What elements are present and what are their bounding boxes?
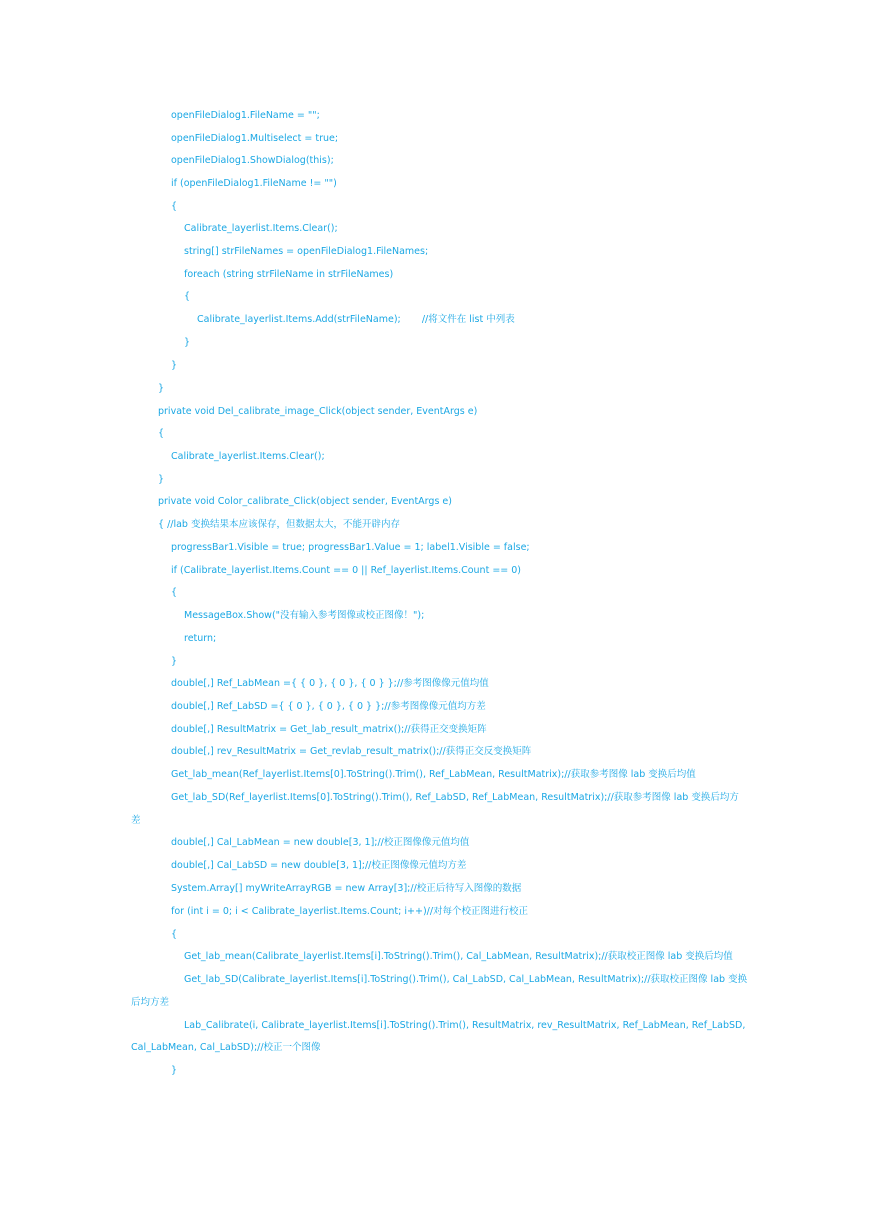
code-line: Cal_LabMean, Cal_LabSD);//校正一个图像 <box>131 1042 321 1053</box>
code-line: MessageBox.Show("没有输入参考图像或校正图像！"); <box>184 610 425 621</box>
code-line: } <box>158 474 165 485</box>
code-line: } <box>184 337 191 348</box>
code-line: Get_lab_SD(Calibrate_layerlist.Items[i].ToString().Trim(), Cal_LabSD, Cal_LabMean, ResultMatrix);//获取校正图像 lab 变换 <box>184 974 748 985</box>
code-line: private void Color_calibrate_Click(object sender, EventArgs e) <box>158 496 452 507</box>
code-line: double[,] Cal_LabSD = new double[3, 1];//校正图像像元值均方差 <box>171 860 467 871</box>
code-line: Calibrate_layerlist.Items.Clear(); <box>171 451 325 462</box>
code-line: for (int i = 0; i < Calibrate_layerlist.Items.Count; i++)//对每个校正图进行校正 <box>171 906 529 917</box>
code-line: double[,] ResultMatrix = Get_lab_result_matrix();//获得正交变换矩阵 <box>171 724 487 735</box>
code-line: string[] strFileNames = openFileDialog1.FileNames; <box>184 246 429 257</box>
code-line: { <box>184 291 191 302</box>
code-line: Calibrate_layerlist.Items.Add(strFileName); //将文件在 list 中列表 <box>197 314 515 325</box>
code-line: openFileDialog1.Multiselect = true; <box>171 133 339 144</box>
code-line: if (openFileDialog1.FileName != "") <box>171 178 337 189</box>
code-line: double[,] Ref_LabMean ={ { 0 }, { 0 }, { 0 } };//参考图像像元值均值 <box>171 678 489 689</box>
code-line: if (Calibrate_layerlist.Items.Count == 0 || Ref_layerlist.Items.Count == 0) <box>171 565 522 576</box>
code-line: double[,] rev_ResultMatrix = Get_revlab_result_matrix();//获得正交反变换矩阵 <box>171 746 532 757</box>
code-line: } <box>171 360 178 371</box>
code-line: double[,] Ref_LabSD ={ { 0 }, { 0 }, { 0 } };//参考图像像元值均方差 <box>171 701 486 712</box>
code-line: } <box>158 383 165 394</box>
code-line: Get_lab_mean(Calibrate_layerlist.Items[i].ToString().Trim(), Cal_LabMean, ResultMatrix);//获取校正图像 lab 变换后均值 <box>184 951 733 962</box>
code-line: } <box>171 1065 178 1076</box>
code-line: foreach (string strFileName in strFileNames) <box>184 269 394 280</box>
code-line: return; <box>184 633 217 644</box>
code-line: openFileDialog1.FileName = ""; <box>171 110 320 121</box>
code-line: Lab_Calibrate(i, Calibrate_layerlist.Items[i].ToString().Trim(), ResultMatrix, rev_ResultMatrix, Ref_LabMean, Ref_LabSD, <box>184 1020 746 1031</box>
code-line: { <box>171 929 178 940</box>
code-line: 差 <box>131 815 141 826</box>
code-line: Calibrate_layerlist.Items.Clear(); <box>184 223 338 234</box>
code-line: { <box>171 587 178 598</box>
code-line: 后均方差 <box>131 997 170 1008</box>
code-line: { <box>171 201 178 212</box>
code-line: } <box>171 656 178 667</box>
code-line: { <box>158 428 165 439</box>
code-line: System.Array[] myWriteArrayRGB = new Array[3];//校正后待写入图像的数据 <box>171 883 522 894</box>
code-line: private void Del_calibrate_image_Click(object sender, EventArgs e) <box>158 406 478 417</box>
code-line: openFileDialog1.ShowDialog(this); <box>171 155 334 166</box>
code-line: double[,] Cal_LabMean = new double[3, 1];//校正图像像元值均值 <box>171 837 470 848</box>
code-line: Get_lab_mean(Ref_layerlist.Items[0].ToString().Trim(), Ref_LabMean, ResultMatrix);//获取参考图像 lab 变换后均值 <box>171 769 696 780</box>
code-line: progressBar1.Visible = true; progressBar1.Value = 1; label1.Visible = false; <box>171 542 530 553</box>
code-line: Get_lab_SD(Ref_layerlist.Items[0].ToString().Trim(), Ref_LabSD, Ref_LabMean, ResultMatrix);//获取参考图像 lab 变换后均方 <box>171 792 739 803</box>
code-line: { //lab 变换结果本应该保存，但数据太大，不能开辟内存 <box>158 519 400 530</box>
